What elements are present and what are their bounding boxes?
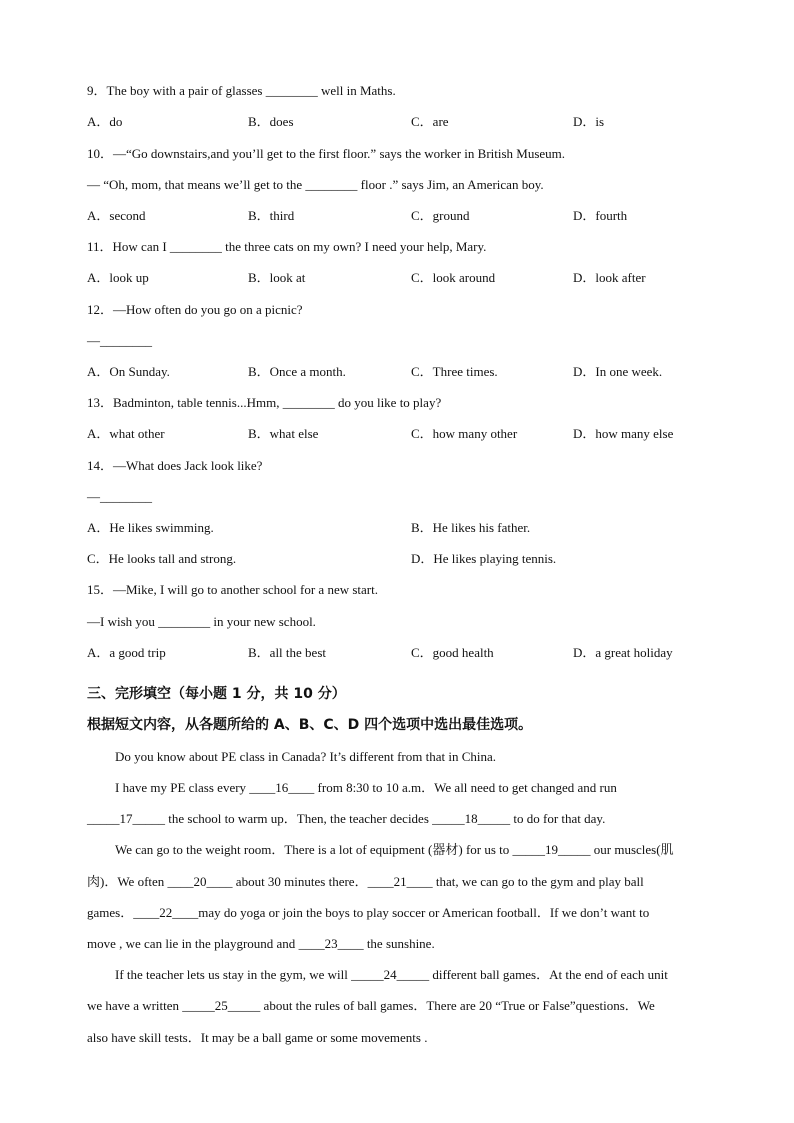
passage-text: We can go to the weight room．There is a lot of equipment (器材) for us to (115, 842, 513, 857)
passage-text: we have a written (87, 998, 183, 1013)
passage-text: that, we can go to the gym and play ball (432, 874, 644, 889)
option-a[interactable]: A．He likes swimming. (87, 520, 214, 535)
option-a[interactable]: A．second (87, 208, 146, 223)
option-c[interactable]: C．ground (411, 208, 470, 223)
question-12-answer-line: —________ (87, 333, 152, 348)
question-15-options (87, 643, 727, 663)
passage-line-10: also have skill tests．It may be a ball game or some movements . (87, 1030, 428, 1045)
question-15-stem-2: —I wish you ________ in your new school. (87, 614, 316, 629)
question-14-options-row-1 (87, 518, 727, 538)
option-a[interactable]: A．do (87, 114, 123, 129)
passage-line-1: Do you know about PE class in Canada? It’s different from that in China. (115, 749, 497, 764)
passage-text: the school to warm up．Then, the teacher decides (165, 811, 433, 826)
passage-text: If the teacher lets us stay in the gym, we will (115, 967, 352, 982)
option-c[interactable]: C．He looks tall and strong. (87, 551, 237, 566)
blank-20[interactable]: ____20____ (167, 874, 233, 889)
option-c[interactable]: C．Three times. (411, 364, 498, 379)
question-10-stem: 10．—“Go downstairs,and you’ll get to the first floor.” says the worker in British Museum. (87, 146, 566, 161)
blank-21[interactable]: ____21____ (367, 874, 433, 889)
option-d[interactable]: D．fourth (573, 208, 628, 223)
passage-line-9 (87, 996, 709, 1016)
question-14-answer-line: —________ (87, 489, 152, 504)
option-a[interactable]: A．look up (87, 270, 149, 285)
question-9-options (87, 112, 727, 132)
passage-text: games． (87, 905, 134, 920)
option-a[interactable]: A．what other (87, 426, 165, 441)
option-c[interactable]: C．how many other (411, 426, 518, 441)
question-9-stem: 9．The boy with a pair of glasses ________ well in Maths. (87, 83, 396, 98)
blank-16[interactable]: ____16____ (249, 780, 315, 795)
question-13-options (87, 424, 727, 444)
passage-text: I have my PE class every (115, 780, 250, 795)
question-11-stem: 11．How can I ________ the three cats on my own? I need your help, Mary. (87, 239, 487, 254)
passage-line-7 (87, 934, 709, 954)
option-d[interactable]: D．is (573, 114, 605, 129)
passage-text: different ball games．At the end of each unit (429, 967, 668, 982)
passage-text: our muscles(肌 (590, 842, 674, 857)
option-b[interactable]: B．He likes his father. (411, 520, 531, 535)
option-c[interactable]: C．are (411, 114, 449, 129)
question-14-stem: 14．—What does Jack look like? (87, 458, 263, 473)
option-c[interactable]: C．good health (411, 645, 494, 660)
blank-18[interactable]: _____18_____ (432, 811, 511, 826)
passage-line-3 (87, 809, 709, 829)
option-b[interactable]: B．all the best (248, 645, 326, 660)
section-title: 三、完形填空（每小题 1 分，共 10 分） (87, 686, 346, 702)
blank-23[interactable]: ____23____ (298, 936, 364, 951)
question-13-stem: 13．Badminton, table tennis...Hmm, ________ do you like to play? (87, 395, 442, 410)
passage-text: may do yoga or join the boys to play soccer or American football．If we don’t want to (198, 905, 650, 920)
question-10-stem-2: — “Oh, mom, that means we’ll get to the ________ floor .” says Jim, an American boy. (87, 177, 544, 192)
passage-text: to do for that day. (510, 811, 606, 826)
blank-19[interactable]: _____19_____ (512, 842, 591, 857)
option-a[interactable]: A．On Sunday. (87, 364, 170, 379)
section-instruction: 根据短文内容，从各题所给的 A、B、C、D 四个选项中选出最佳选项。 (87, 717, 533, 733)
option-b[interactable]: B．what else (248, 426, 319, 441)
option-b[interactable]: B．Once a month. (248, 364, 346, 379)
blank-25[interactable]: _____25_____ (182, 998, 261, 1013)
option-b[interactable]: B．look at (248, 270, 306, 285)
blank-24[interactable]: _____24_____ (351, 967, 430, 982)
option-d[interactable]: D．look after (573, 270, 646, 285)
blank-17[interactable]: _____17_____ (87, 811, 165, 826)
option-d[interactable]: D．In one week. (573, 364, 663, 379)
option-d[interactable]: D．He likes playing tennis. (411, 551, 557, 566)
question-15-stem: 15．—Mike, I will go to another school for a new start. (87, 582, 378, 597)
passage-text: 肉)．We often (87, 874, 168, 889)
option-d[interactable]: D．a great holiday (573, 645, 673, 660)
passage-line-5 (87, 872, 709, 892)
passage-text: the sunshine. (363, 936, 435, 951)
option-b[interactable]: B．third (248, 208, 295, 223)
passage-text: from 8:30 to 10 a.m．We all need to get changed and run (314, 780, 617, 795)
question-14-options-row-2 (87, 549, 727, 569)
passage-text: about the rules of ball games．There are 20 “True or False”questions．We (260, 998, 655, 1013)
question-12-options (87, 362, 727, 382)
question-10-options (87, 206, 727, 226)
option-c[interactable]: C．look around (411, 270, 496, 285)
passage-line-6 (87, 903, 709, 923)
passage-line-2 (115, 778, 709, 798)
passage-line-4 (115, 840, 709, 860)
passage-text: about 30 minutes there． (232, 874, 368, 889)
passage-line-8 (115, 965, 709, 985)
passage-text: move , we can lie in the playground and (87, 936, 299, 951)
option-d[interactable]: D．how many else (573, 426, 674, 441)
question-11-options (87, 268, 727, 288)
blank-22[interactable]: ____22____ (133, 905, 199, 920)
question-12-stem: 12．—How often do you go on a picnic? (87, 302, 303, 317)
option-b[interactable]: B．does (248, 114, 294, 129)
option-a[interactable]: A．a good trip (87, 645, 166, 660)
